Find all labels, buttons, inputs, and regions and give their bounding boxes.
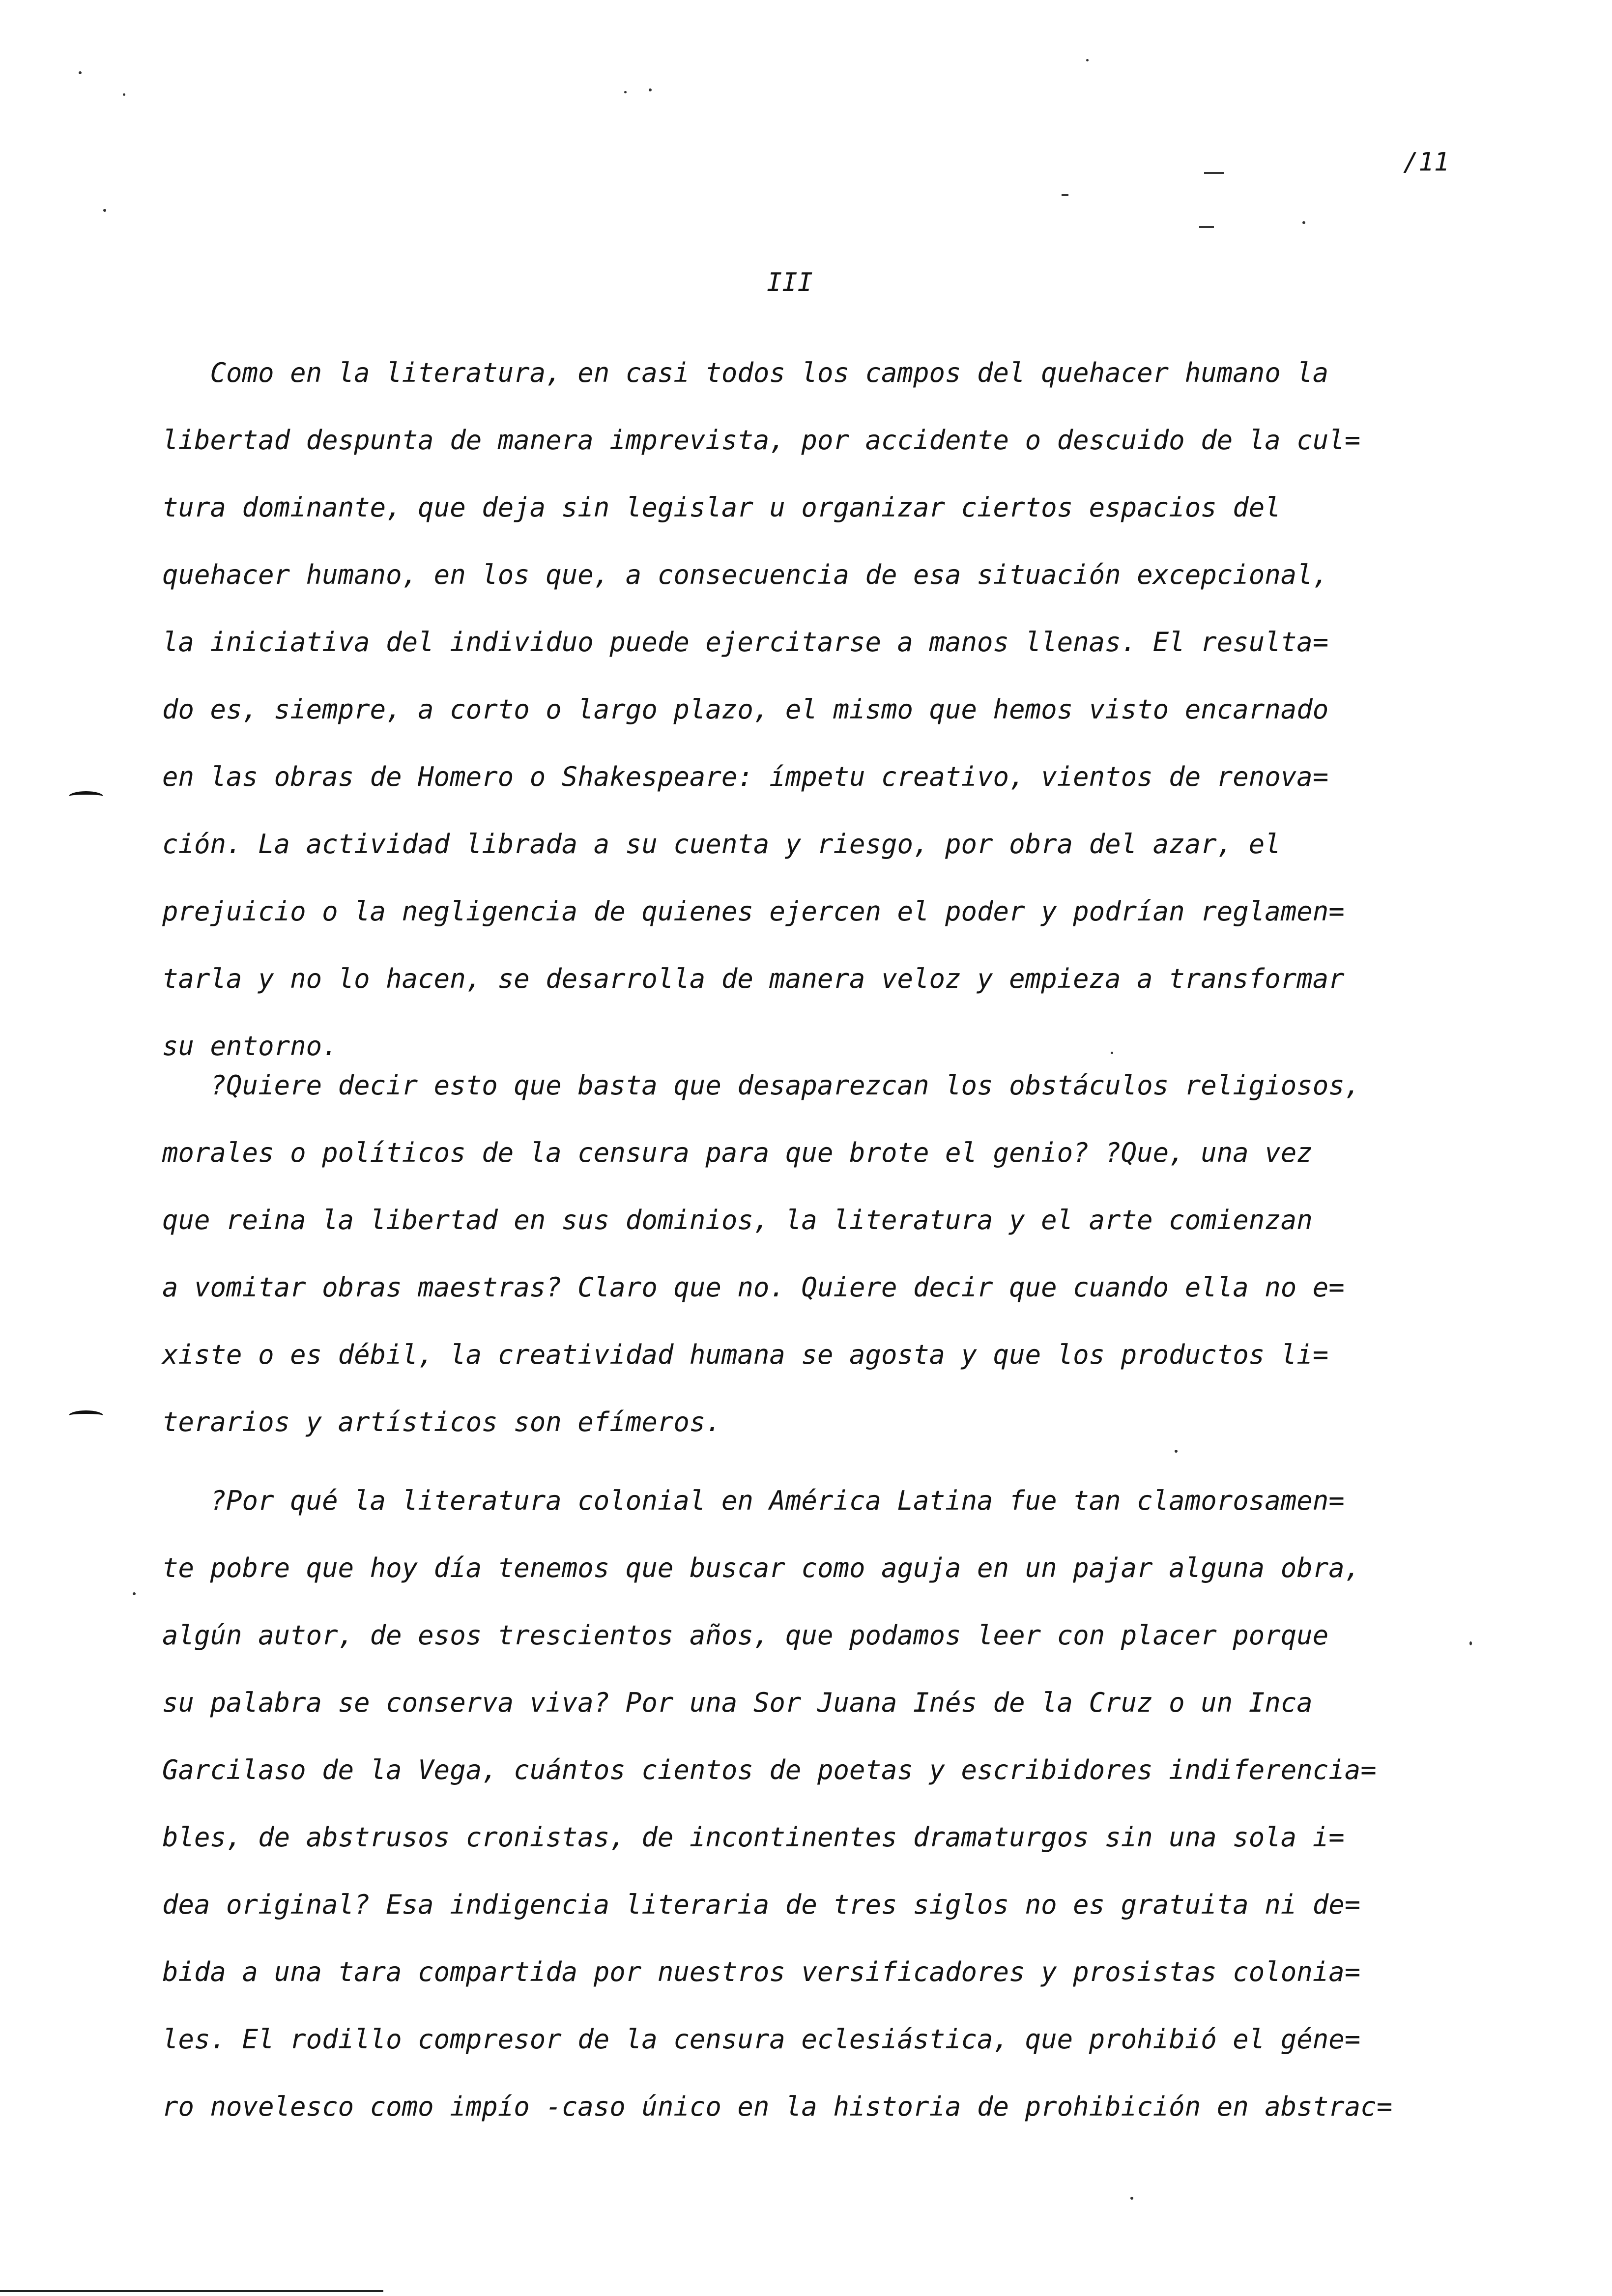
scan-speck — [1086, 59, 1089, 61]
text-line: ción. La actividad librada a su cuenta y riesgo, por obra del azar, el — [162, 829, 1281, 860]
scan-speck — [624, 91, 627, 93]
text-line: terarios y artísticos son efímeros. — [162, 1406, 721, 1437]
text-line: libertad despunta de manera imprevista, por accidente o descuido de la cul= — [162, 425, 1361, 456]
text-line: su palabra se conserva viva? Por una Sor Juana Inés de la Cruz o un Inca — [162, 1687, 1313, 1718]
text-line: bida a una tara compartida por nuestros versificadores y prosistas colonia= — [162, 1956, 1361, 1987]
scan-speck — [1199, 226, 1214, 228]
text-line: que reina la libertad en sus dominios, la literatura y el arte comienzan — [162, 1205, 1313, 1235]
text-line: quehacer humano, en los que, a consecuencia de esa situación excepcional, — [162, 559, 1329, 590]
text-line: morales o políticos de la censura para que brote el genio? ?Que, una vez — [162, 1137, 1313, 1168]
paragraph-3 — [162, 1467, 1460, 2140]
scan-speck — [103, 209, 106, 212]
paragraph-2 — [162, 1052, 1460, 1456]
text-line: en las obras de Homero o Shakespeare: ímpetu creativo, vientos de renova= — [162, 761, 1329, 792]
text-line: tura dominante, que deja sin legislar u organizar ciertos espacios del — [162, 492, 1281, 523]
scan-speck — [79, 71, 82, 74]
text-line: les. El rodillo compresor de la censura eclesiástica, que prohibió el géne= — [162, 2024, 1361, 2055]
scan-speck — [133, 1592, 136, 1595]
text-line: algún autor, de esos trescientos años, que podamos leer con placer porque — [162, 1620, 1329, 1651]
text-line: te pobre que hoy día tenemos que buscar como aguja en un pajar alguna obra, — [162, 1552, 1361, 1583]
text-line: su entorno. — [162, 1031, 338, 1062]
text-line: a vomitar obras maestras? Claro que no. Quiere decir que cuando ella no e= — [162, 1272, 1345, 1303]
text-line: xiste o es débil, la creatividad humana se agosta y que los productos li= — [162, 1339, 1329, 1370]
punch-hole-mark — [69, 1410, 103, 1421]
scan-speck — [1302, 221, 1305, 224]
text-line: ?Quiere decir esto que basta que desaparezcan los obstáculos religiosos, — [162, 1070, 1361, 1101]
scan-speck — [1204, 172, 1224, 174]
scan-speck — [123, 93, 125, 96]
scan-speck — [649, 88, 652, 91]
scan-speck — [1062, 194, 1068, 196]
scan-speck — [1130, 2197, 1133, 2200]
text-line: tarla y no lo hacen, se desarrolla de manera veloz y empieza a transformar — [162, 963, 1345, 994]
punch-hole-mark — [69, 791, 103, 802]
text-line: Como en la literatura, en casi todos los campos del quehacer humano la — [162, 357, 1329, 388]
text-line: dea original? Esa indigencia literaria de tres siglos no es gratuita ni de= — [162, 1889, 1361, 1920]
page-edge-line — [0, 2290, 383, 2292]
scan-speck — [1175, 1450, 1178, 1453]
text-line: prejuicio o la negligencia de quienes ejercen el poder y podrían reglamen= — [162, 896, 1345, 927]
page-number: /11 — [1403, 147, 1449, 177]
scan-speck — [1469, 1641, 1472, 1645]
text-line: do es, siempre, a corto o largo plazo, el mismo que hemos visto encarnado — [162, 694, 1329, 725]
text-line: ?Por qué la literatura colonial en América Latina fue tan clamorosamen= — [162, 1485, 1345, 1516]
text-line: ro novelesco como impío -caso único en la historia de prohibición en abstrac= — [162, 2091, 1393, 2122]
paragraph-1 — [162, 339, 1460, 1080]
text-line: la iniciativa del individuo puede ejercitarse a manos llenas. El resulta= — [162, 627, 1329, 658]
section-heading: III — [767, 268, 813, 297]
scan-speck — [1111, 1052, 1113, 1054]
text-line: bles, de abstrusos cronistas, de incontinentes dramaturgos sin una sola i= — [162, 1822, 1345, 1853]
text-line: Garcilaso de la Vega, cuántos cientos de poetas y escribidores indiferencia= — [162, 1754, 1377, 1785]
